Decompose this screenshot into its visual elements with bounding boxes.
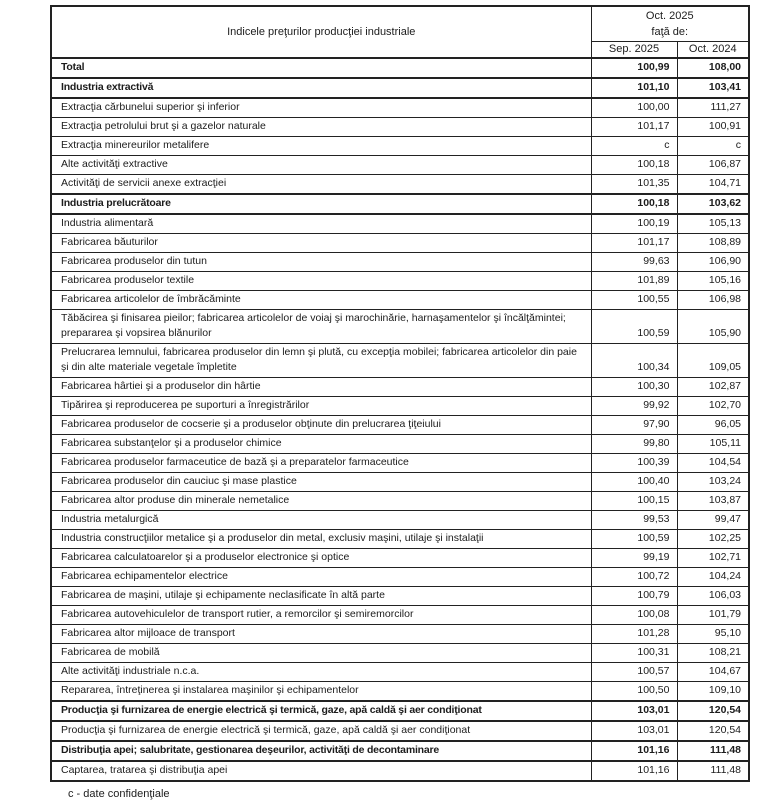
- row-label: Prelucrarea lemnului, fabricarea produselor din lemn şi plută, cu excepţia mobilei; fabricarea articolelor din paie şi din alte materiale vegetale împletite: [51, 344, 591, 378]
- value-oct-2024: 103,24: [677, 473, 749, 492]
- row-label: Fabricarea calculatoarelor şi a produselor electronice şi optice: [51, 549, 591, 568]
- row-label: Repararea, întreţinerea şi instalarea maşinilor şi echipamentelor: [51, 682, 591, 702]
- value-oct-2024: c: [677, 137, 749, 156]
- row-label: Fabricarea hârtiei şi a produselor din hârtie: [51, 378, 591, 397]
- row-label: Industria prelucrătoare: [51, 194, 591, 214]
- table-row: [51, 291, 749, 310]
- row-label: Distribuţia apei; salubritate, gestionarea deşeurilor, activităţi de decontaminare: [51, 741, 591, 761]
- value-sep-2025: c: [591, 137, 677, 156]
- value-oct-2024: 101,79: [677, 606, 749, 625]
- value-oct-2024: 95,10: [677, 625, 749, 644]
- row-label: Captarea, tratarea şi distribuţia apei: [51, 761, 591, 781]
- value-sep-2025: 100,50: [591, 682, 677, 702]
- value-oct-2024: 104,24: [677, 568, 749, 587]
- value-sep-2025: 100,18: [591, 156, 677, 175]
- header-col-oct-2024: Oct. 2024: [677, 41, 749, 58]
- table-row: [51, 606, 749, 625]
- value-sep-2025: 100,72: [591, 568, 677, 587]
- value-sep-2025: 100,31: [591, 644, 677, 663]
- value-oct-2024: 111,27: [677, 98, 749, 118]
- value-sep-2025: 97,90: [591, 416, 677, 435]
- row-label: Producţia şi furnizarea de energie electrică şi termică, gaze, apă caldă şi aer condiţionat: [51, 701, 591, 721]
- value-sep-2025: 101,16: [591, 761, 677, 781]
- table-row: [51, 137, 749, 156]
- row-label: Tăbăcirea şi finisarea pieilor; fabricarea articolelor de voiaj şi marochinărie, harnaşamentelor şi încălţămintei; prepararea şi vopsirea blănurilor: [51, 310, 591, 344]
- value-sep-2025: 101,89: [591, 272, 677, 291]
- value-sep-2025: 100,59: [591, 530, 677, 549]
- header-index-title: Indicele preţurilor producţiei industriale: [51, 6, 591, 58]
- header-period-line1: Oct. 2025: [645, 9, 694, 22]
- table-header: [51, 6, 749, 58]
- row-label: Fabricarea articolelor de îmbrăcăminte: [51, 291, 591, 310]
- table-row: [51, 663, 749, 682]
- value-oct-2024: 106,90: [677, 253, 749, 272]
- value-sep-2025: 101,10: [591, 78, 677, 98]
- table-row: [51, 416, 749, 435]
- table-row: [51, 98, 749, 118]
- value-sep-2025: 101,17: [591, 234, 677, 253]
- value-sep-2025: 100,39: [591, 454, 677, 473]
- table-row: [51, 511, 749, 530]
- table-row: [51, 310, 749, 344]
- row-label: Alte activităţi industriale n.c.a.: [51, 663, 591, 682]
- value-sep-2025: 101,35: [591, 175, 677, 195]
- value-oct-2024: 103,41: [677, 78, 749, 98]
- row-label: Producţia şi furnizarea de energie electrică şi termică, gaze, apă caldă şi aer condiţionat: [51, 721, 591, 741]
- row-label: Fabricarea produselor din tutun: [51, 253, 591, 272]
- value-sep-2025: 100,18: [591, 194, 677, 214]
- row-label: Industria metalurgică: [51, 511, 591, 530]
- value-oct-2024: 105,11: [677, 435, 749, 454]
- value-sep-2025: 99,53: [591, 511, 677, 530]
- row-label: Tipărirea şi reproducerea pe suporturi a înregistrărilor: [51, 397, 591, 416]
- row-label: Fabricarea de maşini, utilaje şi echipamente neclasificate în altă parte: [51, 587, 591, 606]
- value-oct-2024: 109,05: [677, 344, 749, 378]
- value-sep-2025: 99,19: [591, 549, 677, 568]
- value-sep-2025: 103,01: [591, 721, 677, 741]
- value-oct-2024: 108,21: [677, 644, 749, 663]
- value-oct-2024: 102,87: [677, 378, 749, 397]
- table-row: [51, 530, 749, 549]
- value-oct-2024: 104,67: [677, 663, 749, 682]
- row-label: Fabricarea echipamentelor electrice: [51, 568, 591, 587]
- value-oct-2024: 120,54: [677, 701, 749, 721]
- table-row: [51, 78, 749, 98]
- table-row: [51, 58, 749, 78]
- table-row: [51, 397, 749, 416]
- row-label: Fabricarea produselor de cocserie şi a produselor obţinute din prelucrarea ţiţeiului: [51, 416, 591, 435]
- value-sep-2025: 100,15: [591, 492, 677, 511]
- table-row: [51, 625, 749, 644]
- row-label: Fabricarea băuturilor: [51, 234, 591, 253]
- row-label: Alte activităţi extractive: [51, 156, 591, 175]
- row-label: Total: [51, 58, 591, 78]
- value-sep-2025: 101,28: [591, 625, 677, 644]
- table-row: [51, 701, 749, 721]
- value-oct-2024: 106,03: [677, 587, 749, 606]
- value-sep-2025: 99,63: [591, 253, 677, 272]
- header-period: [591, 6, 749, 41]
- table-row: [51, 549, 749, 568]
- value-oct-2024: 105,16: [677, 272, 749, 291]
- table-body: [51, 58, 749, 781]
- table-row: [51, 473, 749, 492]
- row-label: Fabricarea substanţelor şi a produselor chimice: [51, 435, 591, 454]
- value-sep-2025: 100,00: [591, 98, 677, 118]
- value-sep-2025: 100,08: [591, 606, 677, 625]
- table-row: [51, 272, 749, 291]
- value-sep-2025: 100,59: [591, 310, 677, 344]
- value-oct-2024: 103,62: [677, 194, 749, 214]
- row-label: Fabricarea produselor textile: [51, 272, 591, 291]
- footnote-confidential: c - date confidenţiale: [68, 788, 170, 800]
- row-label: Extracţia cărbunelui superior şi inferior: [51, 98, 591, 118]
- value-oct-2024: 108,00: [677, 58, 749, 78]
- table-row: [51, 194, 749, 214]
- table-row: [51, 435, 749, 454]
- value-oct-2024: 99,47: [677, 511, 749, 530]
- table-row: [51, 454, 749, 473]
- row-label: Fabricarea altor produse din minerale nemetalice: [51, 492, 591, 511]
- table-row: [51, 761, 749, 781]
- ippi-table: [50, 5, 750, 782]
- table-row: [51, 492, 749, 511]
- value-sep-2025: 99,92: [591, 397, 677, 416]
- value-oct-2024: 105,13: [677, 214, 749, 234]
- value-oct-2024: 111,48: [677, 761, 749, 781]
- value-oct-2024: 108,89: [677, 234, 749, 253]
- table-row: [51, 721, 749, 741]
- table-row: [51, 568, 749, 587]
- table-row: [51, 156, 749, 175]
- value-sep-2025: 100,40: [591, 473, 677, 492]
- table-row: [51, 378, 749, 397]
- value-sep-2025: 100,57: [591, 663, 677, 682]
- table-row: [51, 234, 749, 253]
- value-oct-2024: 106,98: [677, 291, 749, 310]
- header-period-line2: faţă de:: [651, 25, 689, 38]
- value-sep-2025: 100,55: [591, 291, 677, 310]
- value-sep-2025: 99,80: [591, 435, 677, 454]
- row-label: Fabricarea de mobilă: [51, 644, 591, 663]
- row-label: Extracţia minereurilor metalifere: [51, 137, 591, 156]
- value-sep-2025: 100,19: [591, 214, 677, 234]
- row-label: Extracţia petrolului brut şi a gazelor naturale: [51, 118, 591, 137]
- value-sep-2025: 100,99: [591, 58, 677, 78]
- table-row: [51, 253, 749, 272]
- value-sep-2025: 101,16: [591, 741, 677, 761]
- table-row: [51, 587, 749, 606]
- value-sep-2025: 100,34: [591, 344, 677, 378]
- table-row: [51, 214, 749, 234]
- row-label: Activităţi de servicii anexe extracţiei: [51, 175, 591, 195]
- value-sep-2025: 103,01: [591, 701, 677, 721]
- table-row: [51, 644, 749, 663]
- value-oct-2024: 103,87: [677, 492, 749, 511]
- value-oct-2024: 104,54: [677, 454, 749, 473]
- value-oct-2024: 102,70: [677, 397, 749, 416]
- table-row: [51, 344, 749, 378]
- value-sep-2025: 100,30: [591, 378, 677, 397]
- value-oct-2024: 120,54: [677, 721, 749, 741]
- value-oct-2024: 100,91: [677, 118, 749, 137]
- row-label: Industria extractivă: [51, 78, 591, 98]
- value-oct-2024: 111,48: [677, 741, 749, 761]
- value-oct-2024: 102,71: [677, 549, 749, 568]
- value-sep-2025: 101,17: [591, 118, 677, 137]
- table-row: [51, 741, 749, 761]
- value-oct-2024: 106,87: [677, 156, 749, 175]
- value-oct-2024: 102,25: [677, 530, 749, 549]
- value-sep-2025: 100,79: [591, 587, 677, 606]
- row-label: Industria construcţiilor metalice şi a produselor din metal, exclusiv maşini, utilaje şi instalaţii: [51, 530, 591, 549]
- table-row: [51, 682, 749, 702]
- value-oct-2024: 96,05: [677, 416, 749, 435]
- row-label: Fabricarea altor mijloace de transport: [51, 625, 591, 644]
- row-label: Industria alimentară: [51, 214, 591, 234]
- table-row: [51, 175, 749, 195]
- value-oct-2024: 104,71: [677, 175, 749, 195]
- row-label: Fabricarea produselor din cauciuc şi mase plastice: [51, 473, 591, 492]
- header-col-sep-2025: Sep. 2025: [591, 41, 677, 58]
- row-label: Fabricarea autovehiculelor de transport rutier, a remorcilor şi semiremorcilor: [51, 606, 591, 625]
- table-row: [51, 118, 749, 137]
- value-oct-2024: 105,90: [677, 310, 749, 344]
- value-oct-2024: 109,10: [677, 682, 749, 702]
- row-label: Fabricarea produselor farmaceutice de bază şi a preparatelor farmaceutice: [51, 454, 591, 473]
